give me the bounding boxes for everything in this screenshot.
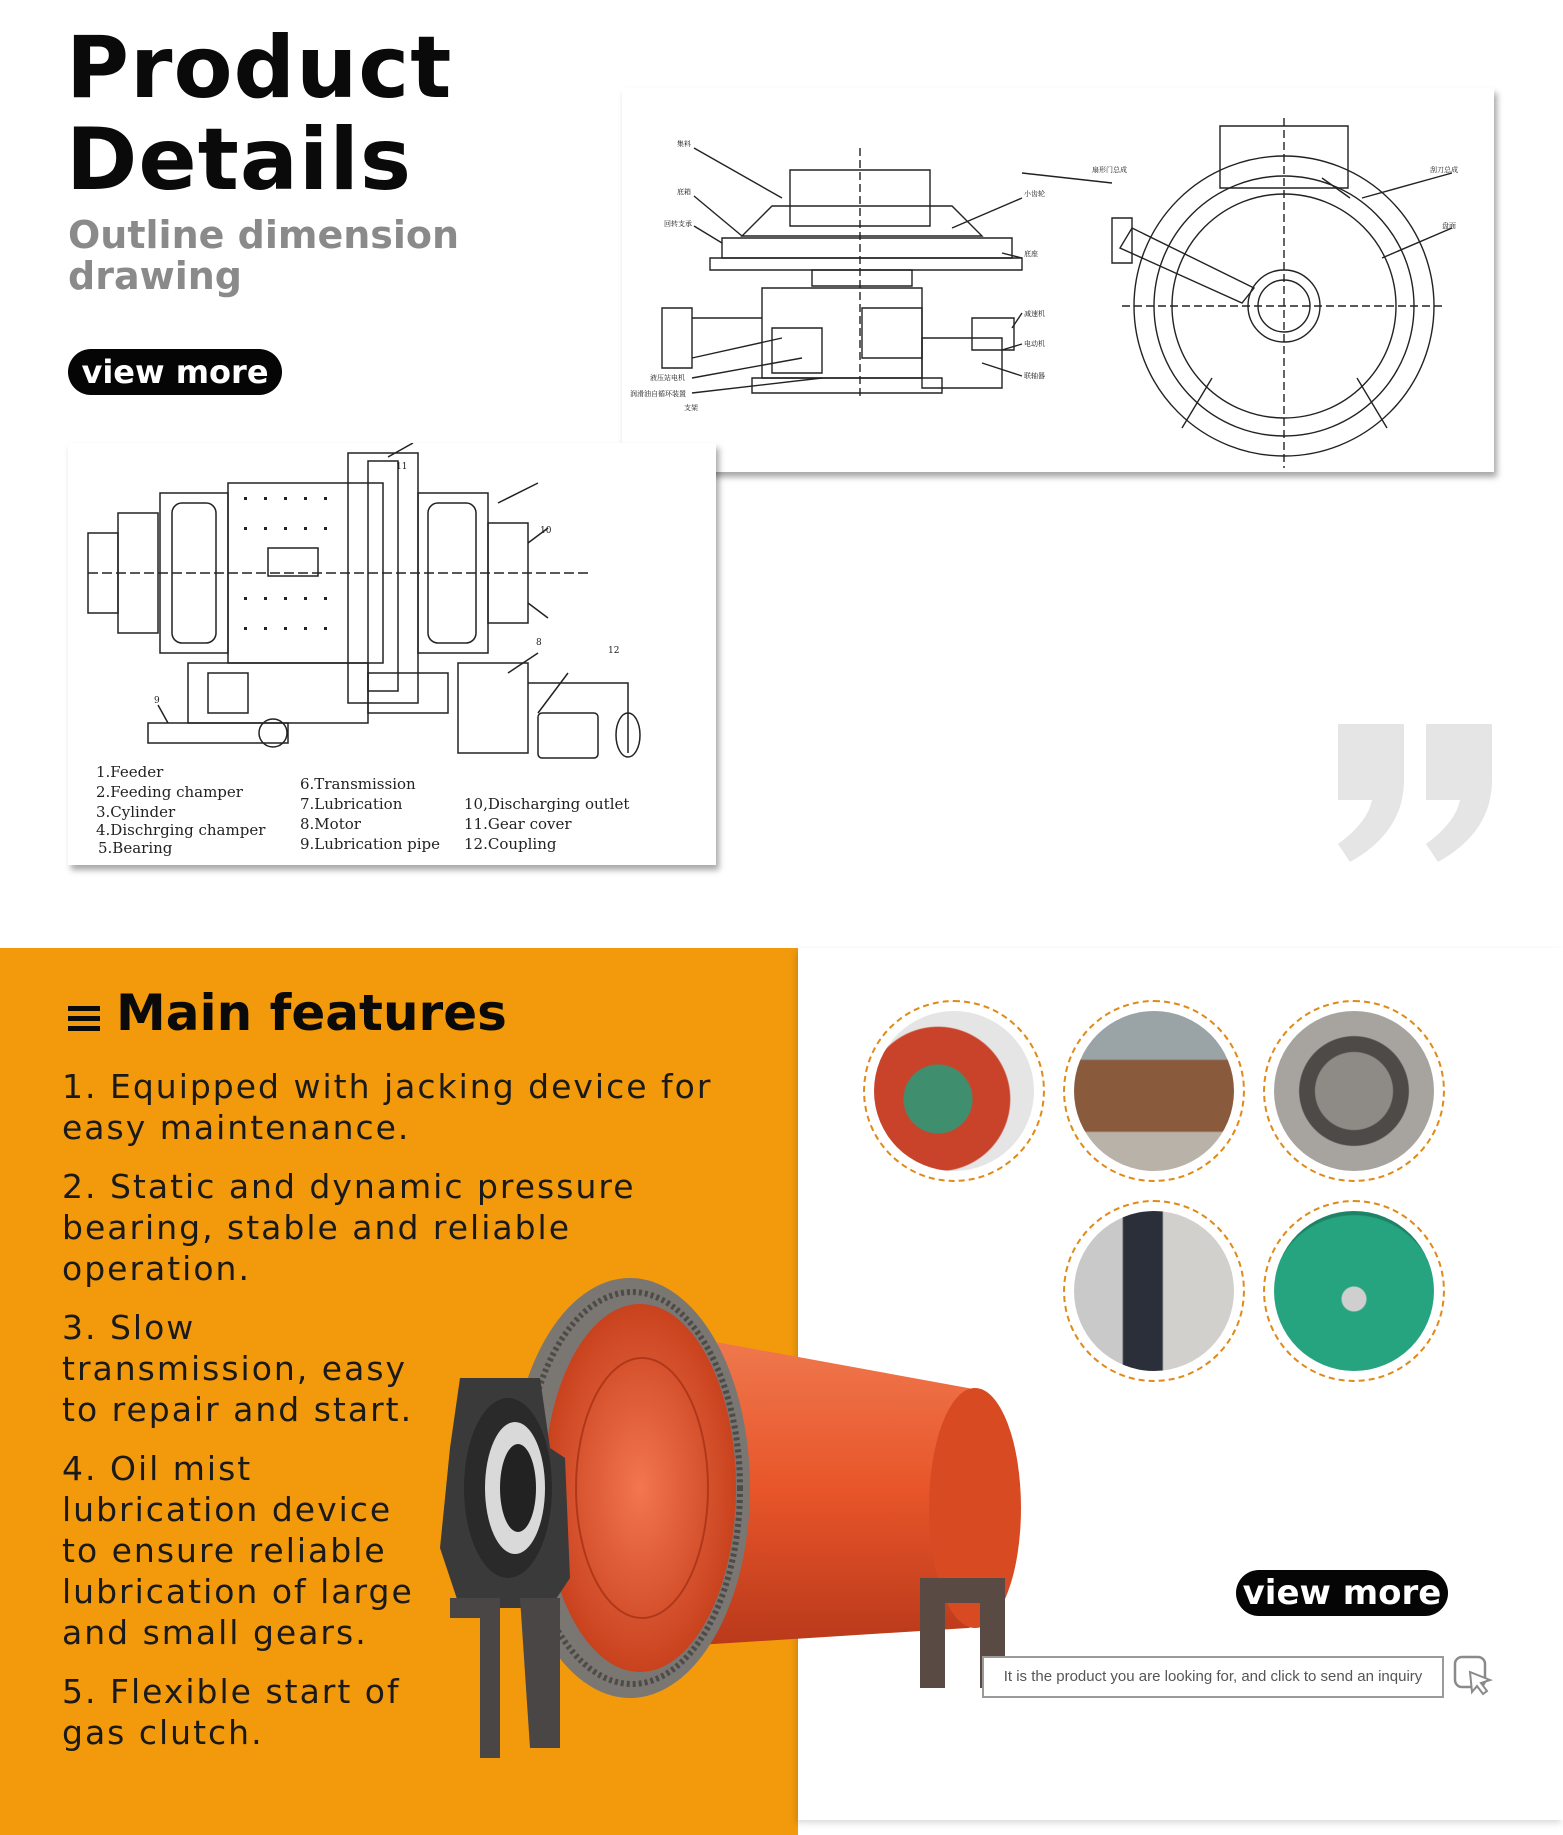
legend-item: 12.Coupling	[464, 835, 557, 853]
legend-item: 5.Bearing	[98, 839, 173, 857]
feature-item: 3. Slow transmission, easy to repair and start.	[62, 1308, 414, 1429]
label-slewing-bearing: 回转支承	[664, 220, 692, 228]
cursor-click-icon[interactable]	[1452, 1654, 1494, 1701]
outline-drawing-ball-mill	[68, 443, 716, 865]
label-pinion: 小齿轮	[1024, 190, 1045, 198]
technical-drawing	[622, 88, 1494, 472]
component-photo-girth-gear	[1263, 1000, 1445, 1182]
technical-drawing	[68, 443, 716, 865]
view-more-button[interactable]: view more	[68, 349, 282, 395]
feature-item: 4. Oil mist lubrication device to ensure reliable lubrication of large and small gears.	[62, 1449, 414, 1652]
legend-item: 7.Lubrication	[300, 795, 403, 813]
label-base: 底座	[1024, 250, 1038, 258]
component-photo-reducer	[1263, 1200, 1445, 1382]
component-photo-drive	[863, 1000, 1045, 1182]
label-reducer: 减速机	[1024, 310, 1045, 318]
component-photo-pinion	[1063, 1200, 1245, 1382]
inquiry-link[interactable]: It is the product you are looking for, and click to send an inquiry	[982, 1656, 1444, 1698]
legend-item: 6.Transmission	[300, 775, 416, 793]
callout-12: 12	[608, 646, 620, 656]
features-heading: Main features	[116, 984, 507, 1042]
outline-drawing-vertical	[622, 88, 1494, 472]
label-support: 支架	[684, 404, 698, 412]
label-disc: 盘面	[1442, 222, 1456, 230]
label-motor: 电动机	[1024, 340, 1045, 348]
subtitle: Outline dimension drawing	[68, 213, 460, 298]
title-line-2: Details	[66, 110, 413, 210]
feature-item: 5. Flexible start of gas clutch.	[62, 1672, 401, 1752]
legend-item: 3.Cylinder	[96, 803, 176, 821]
callout-8: 8	[536, 638, 542, 648]
label-coupling: 联轴器	[1024, 372, 1045, 380]
menu-icon	[68, 1006, 100, 1036]
legend-item: 8.Motor	[300, 815, 361, 833]
legend-item: 11.Gear cover	[464, 815, 572, 833]
view-more-button[interactable]: view more	[1236, 1570, 1448, 1616]
component-photo-gears-stock	[1063, 1000, 1245, 1182]
callout-10: 10	[540, 526, 552, 536]
legend-item: 1.Feeder	[96, 763, 164, 781]
callout-9: 9	[154, 696, 160, 706]
legend-item: 9.Lubrication pipe	[300, 835, 441, 853]
label-scraper: 刮刀总成	[1430, 166, 1458, 174]
feature-item: 2. Static and dynamic pressure bearing, stable and reliable operation.	[62, 1167, 636, 1288]
label-lubrication-unit: 润滑油自循环装置	[630, 390, 686, 398]
title-line-1: Product	[66, 18, 453, 118]
quote-icon	[1332, 722, 1500, 869]
callout-11: 11	[396, 462, 408, 472]
legend-item: 10,Discharging outlet	[464, 795, 630, 813]
label-sector-gate: 扇形门总成	[1092, 166, 1127, 174]
page-title	[66, 18, 453, 210]
label-hydraulic-motor: 液压站电机	[650, 374, 685, 382]
legend-item: 4.Dischrging champer	[96, 821, 266, 839]
label-base-box: 底箱	[677, 188, 691, 196]
feature-item: 1. Equipped with jacking device for easy maintenance.	[62, 1067, 713, 1147]
label-feed: 集料	[677, 140, 691, 148]
legend-item: 2.Feeding champer	[96, 783, 243, 801]
ball-mill-image	[420, 1248, 1040, 1773]
